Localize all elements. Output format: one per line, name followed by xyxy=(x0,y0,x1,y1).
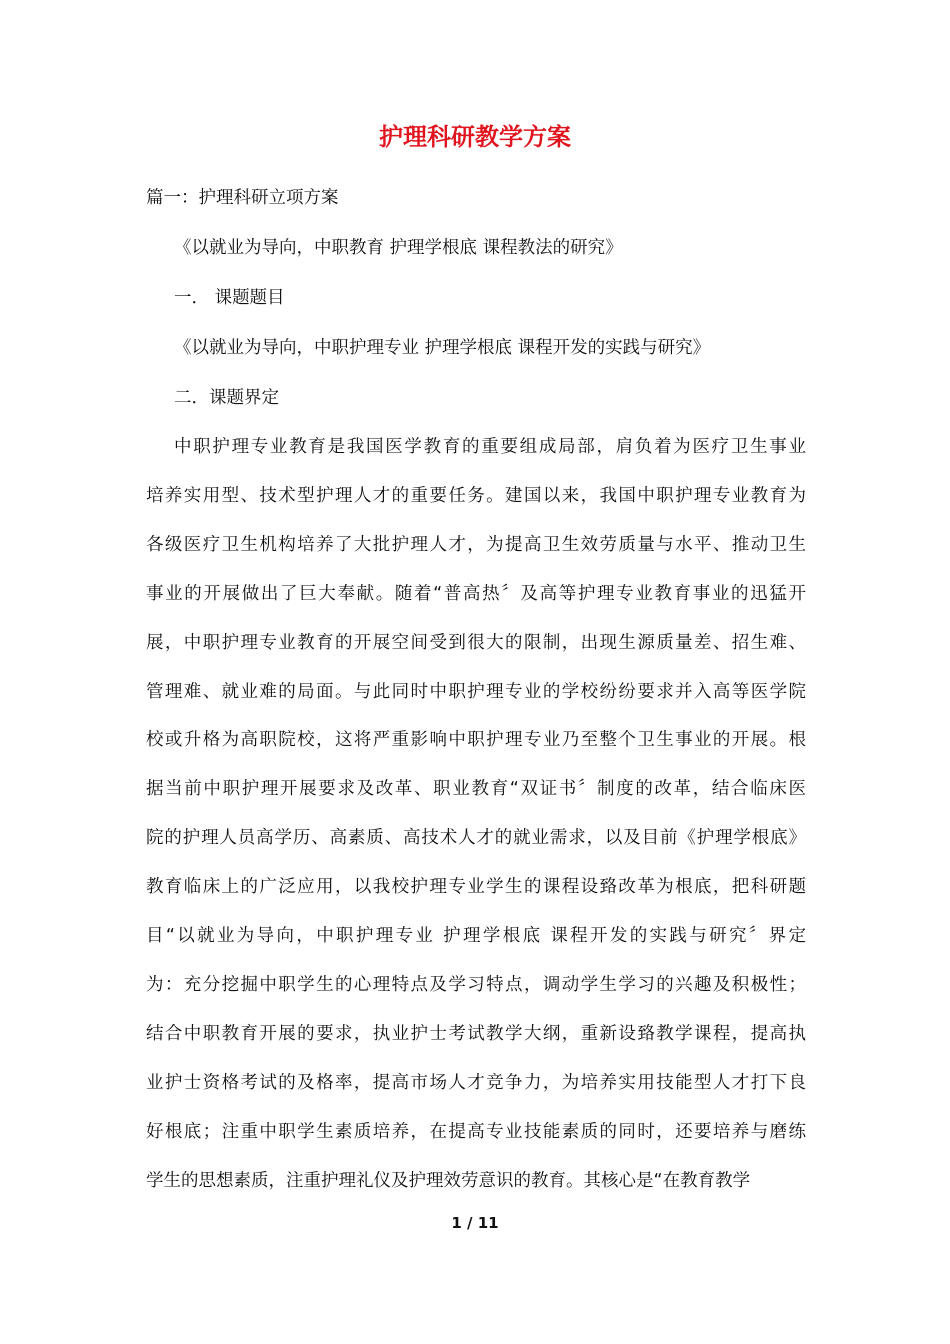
project-name: 《以就业为导向，中职教育 护理学根底 课程教法的研究》 xyxy=(174,238,623,258)
body-line: 中职护理专业教育是我国医学教育的重要组成局部，肩负着为医疗卫生事业 xyxy=(174,437,806,457)
body-line: 结合中职教育开展的要求，执业护士考试教学大纲，重新设臵教学课程，提高执 xyxy=(146,1024,806,1044)
document-title: 护理科研教学方案 xyxy=(379,123,571,151)
body-line: 学生的思想素质，注重护理礼仪及护理效劳意识的教育。其核心是“在教育教学 xyxy=(146,1171,751,1191)
body-line: 各级医疗卫生机构培养了大批护理人才，为提高卫生效劳质量与水平、推动卫生 xyxy=(146,535,806,555)
heading-topic-title: 一． 课题题目 xyxy=(174,288,285,308)
section-heading: 篇一：护理科研立项方案 xyxy=(146,188,339,208)
body-line: 管理难、就业难的局面。与此同时中职护理专业的学校纷纷要求并入高等医学院 xyxy=(146,682,806,702)
body-line: 教育临床上的广泛应用，以我校护理专业学生的课程设臵改革为根底，把科研题 xyxy=(146,877,806,897)
body-line: 业护士资格考试的及格率，提高市场人才竞争力，为培养实用技能型人才打下良 xyxy=(146,1073,806,1093)
body-line: 为：充分挖掘中职学生的心理特点及学习特点，调动学生学习的兴趣及积极性； xyxy=(146,975,806,995)
body-line: 展，中职护理专业教育的开展空间受到很大的限制，出现生源质量差、招生难、 xyxy=(146,633,806,653)
heading-topic-definition: 二．课题界定 xyxy=(174,388,279,408)
body-line: 培养实用型、技术型护理人才的重要任务。建国以来，我国中职护理专业教育为 xyxy=(146,486,806,506)
body-line: 目“以就业为导向，中职护理专业 护理学根底 课程开发的实践与研究〞界定 xyxy=(146,926,806,946)
body-line: 事业的开展做出了巨大奉献。随着“普高热〞及高等护理专业教育事业的迅猛开 xyxy=(146,584,806,604)
page-number: 1 / 11 xyxy=(451,1214,499,1232)
body-line: 校或升格为高职院校，这将严重影响中职护理专业乃至整个卫生事业的开展。根 xyxy=(146,730,806,750)
body-line: 据当前中职护理开展要求及改革、职业教育“双证书〞制度的改革，结合临床医 xyxy=(146,779,806,799)
body-line: 院的护理人员高学历、高素质、高技术人才的就业需求，以及目前《护理学根底》 xyxy=(146,828,806,848)
topic-name: 《以就业为导向，中职护理专业 护理学根底 课程开发的实践与研究》 xyxy=(174,338,711,358)
body-line: 好根底；注重中职学生素质培养，在提高专业技能素质的同时，还要培养与磨练 xyxy=(146,1122,806,1142)
